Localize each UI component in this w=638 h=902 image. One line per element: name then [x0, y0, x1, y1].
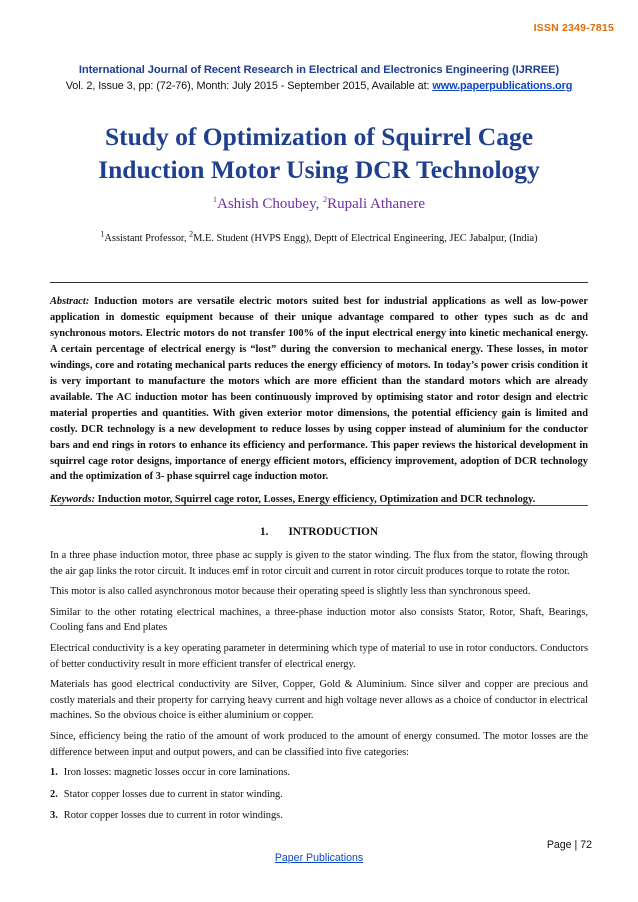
abstract-paragraph — [50, 294, 588, 485]
publisher-website-link[interactable]: www.paperpublications.org — [432, 80, 573, 92]
volume-info — [0, 80, 638, 92]
author2-superscript: 2 — [323, 195, 328, 204]
body-paragraph-5: Materials has good electrical conductivity are Silver, Copper, Gold & Aluminium. Since silver and copper are precious and costly materials and their property for carrying heavy current and high voltage never allows as a choice of conductor in electrical machines. So the obvious choice is either aluminium or copper. — [50, 679, 588, 722]
section-title: INTRODUCTION — [288, 526, 378, 538]
list-item-number: 2. — [50, 788, 58, 800]
paper-title — [0, 120, 638, 186]
body-paragraph-4: Electrical conductivity is a key operating parameter in determining which type of material to use in rotor conductors. Conductors of better conductivity result in more efficient transfer of electrical energy. — [50, 642, 588, 670]
list-item-number: 1. — [50, 767, 58, 779]
list-item-number: 3. — [50, 810, 58, 822]
author-affiliations — [0, 229, 638, 244]
keywords-text: Induction motor, Squirrel cage rotor, Losses, Energy efficiency, Optimization and DCR technology. — [95, 494, 536, 506]
page-number: Page | 72 — [546, 839, 592, 851]
introduction-body — [50, 548, 588, 830]
author2-name: Rupali Athanere — [327, 196, 425, 212]
author1-name: Ashish Choubey, — [216, 196, 324, 212]
issn-label: ISSN 2349-7815 — [533, 22, 614, 34]
body-paragraph-2: This motor is also called asynchronous motor because their operating speed is slightly less than synchronous speed. — [50, 586, 531, 598]
abstract-label: Abstract: — [50, 296, 90, 307]
list-item-text: Rotor copper losses due to current in rotor windings. — [63, 810, 283, 822]
section-number: 1. — [260, 526, 269, 538]
body-paragraph-1: In a three phase induction motor, three phase ac supply is given to the stator winding. The flux from the stator, flowing through the air gap links the rotor circuit. It induces emf in rotor circuit and current in rotor circuit produces torque to rotate the rotor. — [50, 550, 588, 577]
body-paragraph-3: Similar to the other rotating electrical machines, a three-phase induction motor also consists Stator, Rotor, Shaft, Bearings, Cooling fans and End plates — [50, 606, 588, 634]
journal-name: International Journal of Recent Research in Electrical and Electronics Engineering (IJRREE) — [78, 64, 560, 76]
title-line-2: Induction Motor Using DCR Technology — [98, 155, 540, 184]
body-paragraph-6: Since, efficiency being the ratio of the amount of work produced to the amount of energy consumed. The motor losses are the difference between input and output powers, and can be classified into five categories: — [50, 730, 588, 758]
author1-superscript: 1 — [212, 195, 217, 204]
title-line-1: Study of Optimization of Squirrel Cage — [104, 122, 534, 151]
list-item-text: Stator copper losses due to current in stator winding. — [63, 788, 283, 800]
volume-text: Vol. 2, Issue 3, pp: (72-76), Month: July 2015 - September 2015, Available at: — [65, 80, 433, 92]
loss-list-item — [50, 765, 588, 781]
affil1-superscript: 1 — [100, 229, 105, 239]
author-list — [0, 196, 638, 213]
affil2-text: M.E. Student (HVPS Engg), Deptt of Electrical Engineering, JEC Jabalpur, (India) — [193, 233, 538, 244]
abstract-section — [50, 282, 588, 507]
keywords-label: Keywords: — [50, 494, 96, 506]
abstract-text: Induction motors are versatile electric motors suited best for industrial applications as well as low-power application in domestic equipment because of their unique advantage compared to other types such as dc and synchronous motors. Electric motors do not transfer 100% of the input electrical energy into kinetic mechanical energy. A certain percentage of electrical energy is “lost” during the conversion to mechanical energy. These losses, in motor windings, core and rotating mechanical parts reduces the energy efficiency of motors. In today’s power crisis condition it is very important to manufacture the motors which are more efficient than the standard motors which are already available. The AC induction motor has been continuously improved by optimising stator and rotor design and electric material properties and quantities. With given exterior motor dimensions, the potential efficiency gain is limited and costly. DCR technology is a new development to reduce losses by using copper instead of aluminium for the conductor bars and end rings in rotors to enhance its efficiency and performance. This paper reviews the historical development in squirrel cage rotor designs, importance of energy efficient motors, efficiency improvement, adoption of DCR technology and the optimization of 3- phase squirrel cage induction motor. — [50, 296, 588, 483]
affil2-superscript: 2 — [189, 229, 194, 239]
abstract-bottom-divider — [50, 505, 588, 506]
loss-list-item — [50, 808, 588, 824]
section-heading-introduction — [0, 526, 638, 538]
list-item-text: Iron losses: magnetic losses occur in core laminations. — [63, 767, 291, 779]
loss-list-item — [50, 787, 588, 803]
affil1-text: Assistant Professor, — [104, 233, 190, 244]
publisher-footer-link[interactable]: Paper Publications — [274, 852, 364, 864]
